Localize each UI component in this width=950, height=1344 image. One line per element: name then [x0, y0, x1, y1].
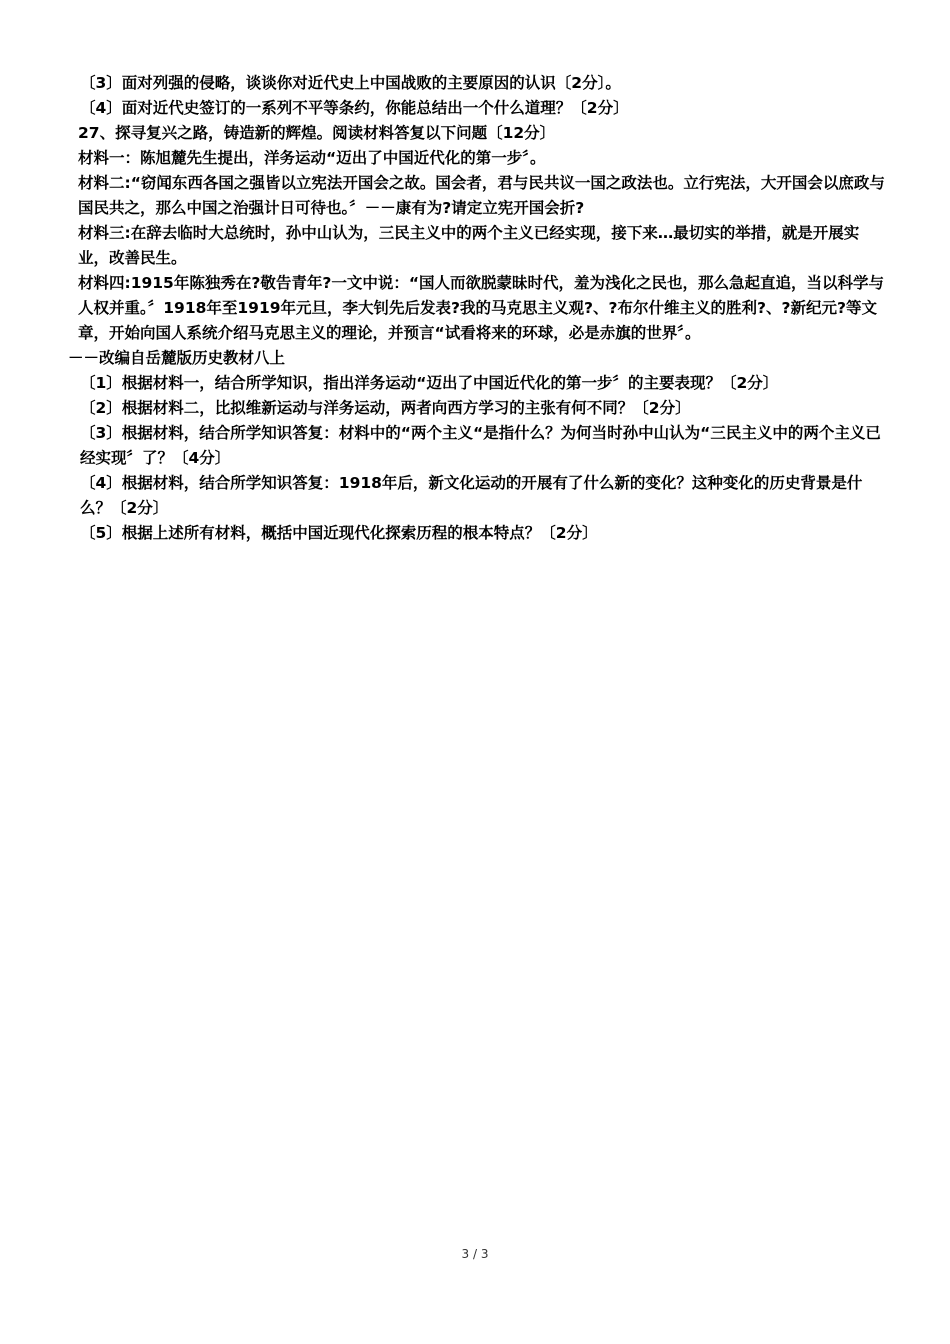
material-source: －－改编自岳麓版历史教材八上 [68, 349, 286, 367]
question-27-5: 〔5〕根据上述所有材料，概括中国近现代化探索历程的根本特点？〔2分〕 [80, 524, 598, 542]
material-4: 材料四:1915年陈独秀在?敬告青年?一文中说：“国人而欲脱蒙昧时代，羞为浅化之民也，那么急起直追，当以科学与人权并重。〞1918年至1919年元旦，李大钊先后发表?我的马克思主义观?、?布尔什维主义的胜利?、?新纪元?等文章，开始向国人系统介绍马克思主义的理论，并预言“试看将来的环球，必是赤旗的世界〞。 [78, 274, 885, 342]
question-26-3: 〔3〕面对列强的侵略，谈谈你对近代史上中国战败的主要原因的认识〔2分〕。 [80, 74, 621, 92]
material-1: 材料一：陈旭麓先生提出，洋务运动“迈出了中国近代化的第一步〞。 [78, 149, 546, 167]
document-body [68, 71, 888, 546]
question-27-1: 〔1〕根据材料一，结合所学知识，指出洋务运动“迈出了中国近代化的第一步〞的主要表现？〔2分〕 [80, 374, 779, 392]
page-number: 3 / 3 [461, 1247, 489, 1261]
question-27-2: 〔2〕根据材料二，比拟维新运动与洋务运动，两者向西方学习的主张有何不同？〔2分〕 [80, 399, 691, 417]
question-27-4: 〔4〕根据材料，结合所学知识答复：1918年后，新文化运动的开展有了什么新的变化？这种变化的历史背景是什么？〔2分〕 [80, 474, 863, 517]
question-27-intro: 27、探寻复兴之路，铸造新的辉煌。阅读材料答复以下问题〔12分〕 [78, 124, 556, 142]
question-26-4: 〔4〕面对近代史签订的一系列不平等条约，你能总结出一个什么道理？〔2分〕 [80, 99, 629, 117]
question-27-3: 〔3〕根据材料，结合所学知识答复：材料中的“两个主义“是指什么？为何当时孙中山认为“三民主义中的两个主义已经实现〞了？〔4分〕 [80, 424, 881, 467]
material-2: 材料二:“窃闻东西各国之强皆以立宪法开国会之故。国会者，君与民共议一国之政法也。立行宪法，大开国会以庶政与国民共之，那么中国之治强计日可待也。〞－－康有为?请定立宪开国会折? [78, 174, 885, 217]
material-3: 材料三:在辞去临时大总统时，孙中山认为，三民主义中的两个主义已经实现，接下来…最切实的举措，就是开展实业，改善民生。 [78, 224, 860, 267]
